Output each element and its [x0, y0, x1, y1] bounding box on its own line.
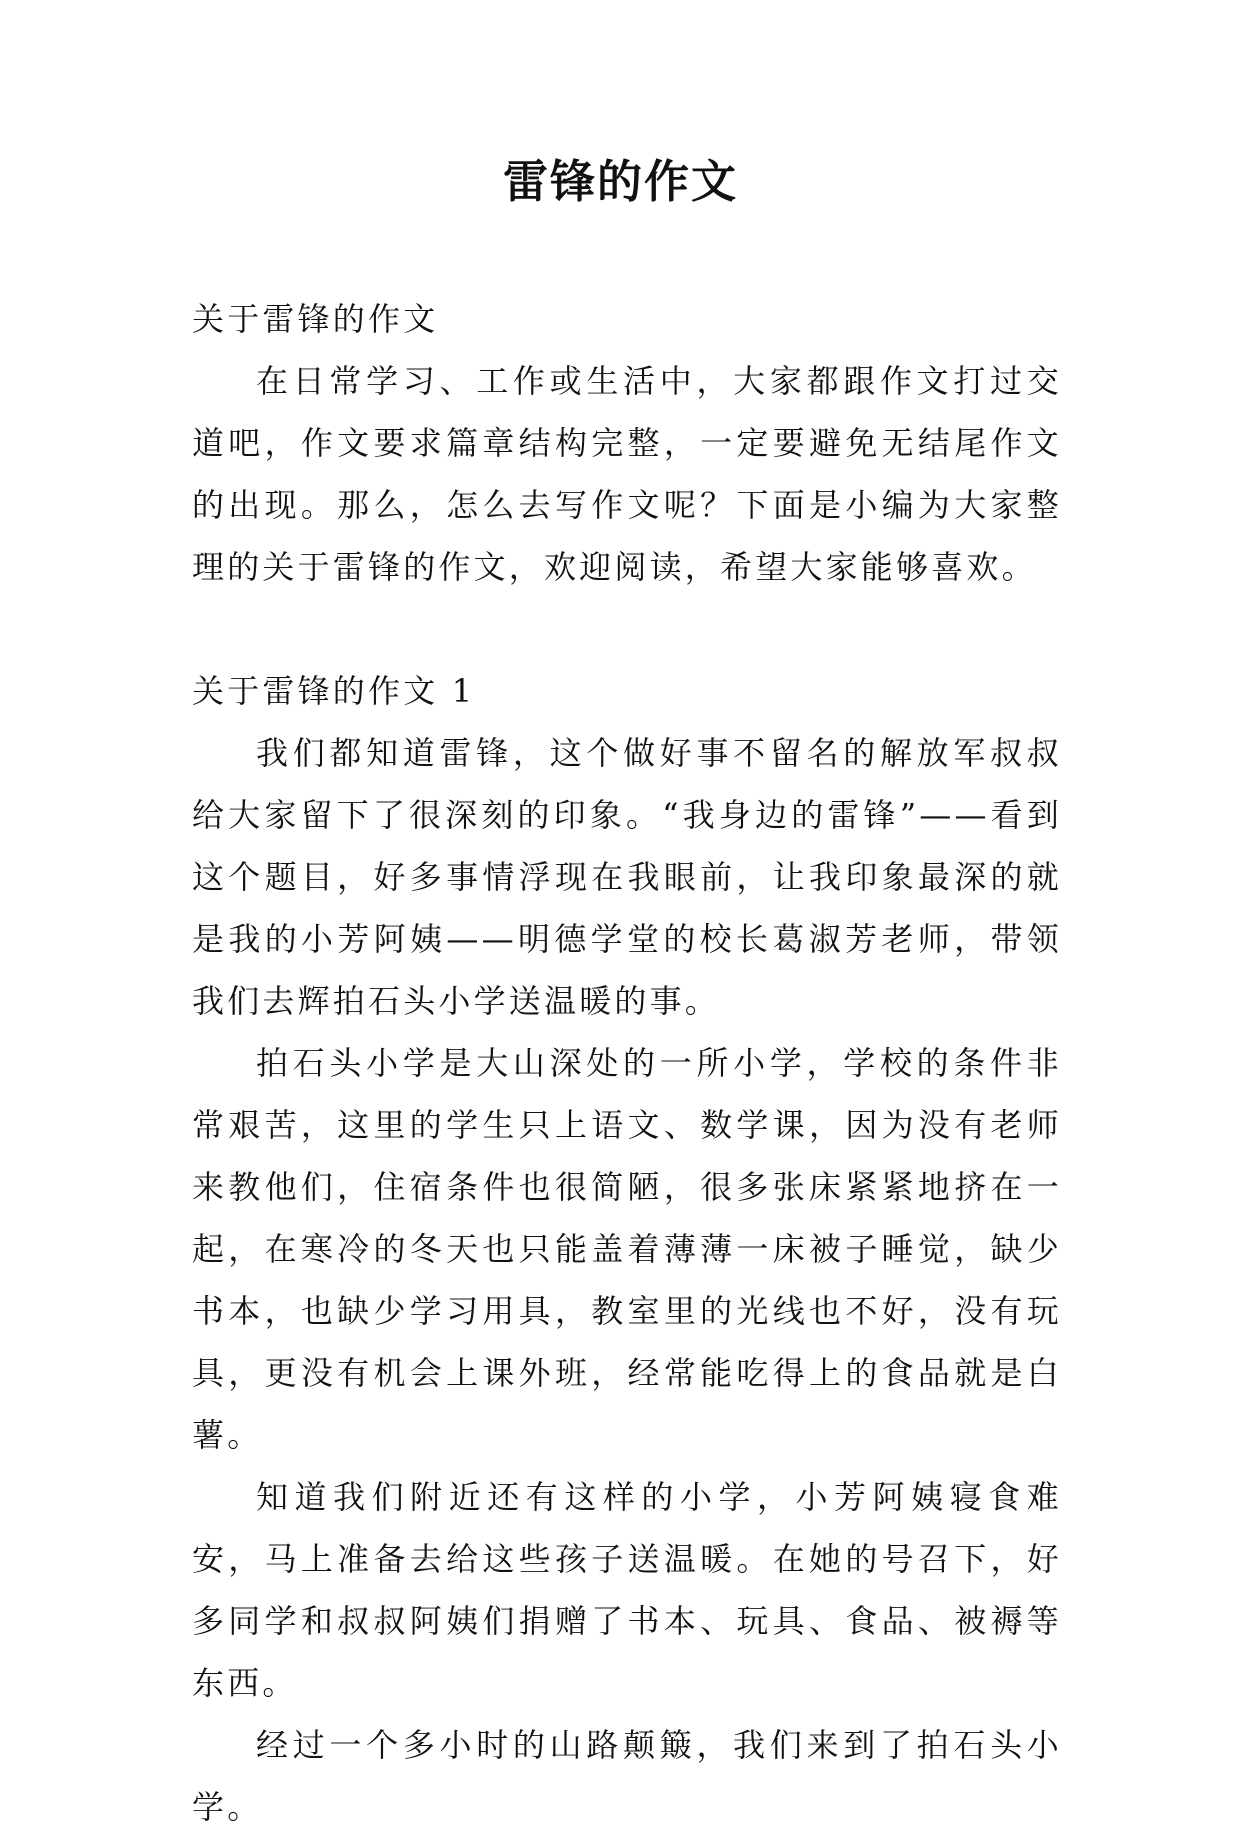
body-paragraph: 知道我们附近还有这样的小学，小芳阿姨寝食难安，马上准备去给这些孩子送温暖。在她的号召下，好多同学和叔叔阿姨们捐赠了书本、玩具、食品、被褥等东西。: [192, 1478, 1062, 1702]
section-spacer: [192, 598, 1062, 660]
body-paragraph: 我们都知道雷锋，这个做好事不留名的解放军叔叔给大家留下了很深刻的印象。“我身边的雷锋”——看到这个题目，好多事情浮现在我眼前，让我印象最深的就是我的小芳阿姨——明德学堂的校长葛淑芳老师，带领我们去辉拍石头小学送温暖的事。: [192, 734, 1062, 1020]
document-title: 雷锋的作文: [502, 155, 738, 208]
section-heading: 关于雷锋的作文 1: [192, 672, 476, 710]
intro-heading: 关于雷锋的作文: [192, 300, 439, 338]
body-paragraph: 经过一个多小时的山路颠簸，我们来到了拍石头小学。: [192, 1726, 1062, 1826]
document-body: [192, 288, 1062, 1838]
intro-paragraph: 在日常学习、工作或生活中，大家都跟作文打过交道吧，作文要求篇章结构完整，一定要避免无结尾作文的出现。那么，怎么去写作文呢？下面是小编为大家整理的关于雷锋的作文，欢迎阅读，希望大家能够喜欢。: [192, 362, 1062, 586]
body-paragraph: 拍石头小学是大山深处的一所小学，学校的条件非常艰苦，这里的学生只上语文、数学课，因为没有老师来教他们，住宿条件也很简陋，很多张床紧紧地挤在一起，在寒冷的冬天也只能盖着薄薄一床被子睡觉，缺少书本，也缺少学习用具，教室里的光线也不好，没有玩具，更没有机会上课外班，经常能吃得上的食品就是白薯。: [192, 1044, 1062, 1454]
